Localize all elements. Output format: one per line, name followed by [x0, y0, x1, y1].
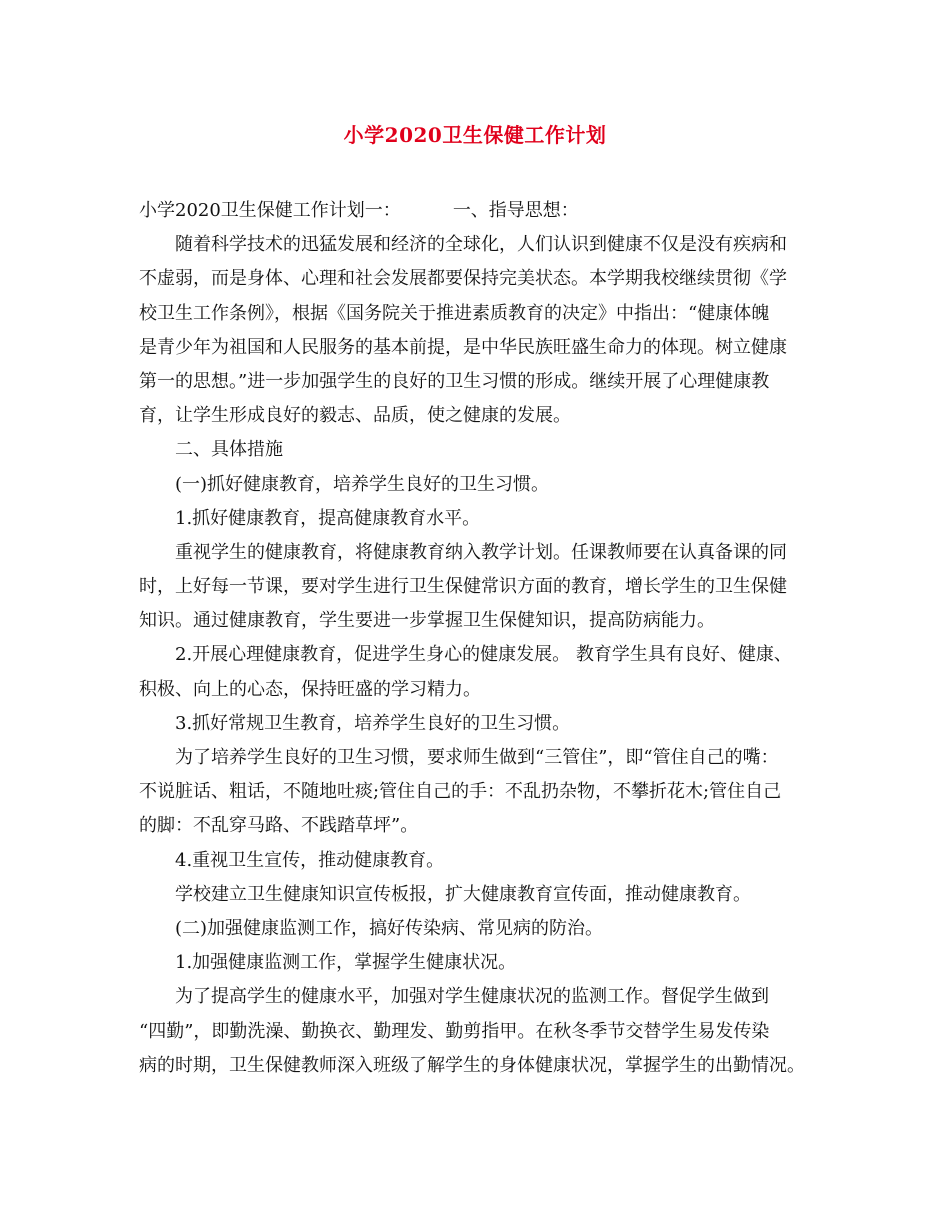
paragraph-line: 时，上好每一节课，要对学生进行卫生保健常识方面的教育，增长学生的卫生保健	[139, 576, 787, 598]
paragraph-line: 第一的思想。”进一步加强学生的良好的卫生习惯的形成。继续开展了心理健康教	[139, 370, 770, 392]
paragraph-line: 的脚：不乱穿马路、不践踏草坪”。	[139, 815, 419, 837]
paragraph-line: 不说脏话、粗话，不随地吐痰;管住自己的手：不乱扔杂物，不攀折花木;管住自己	[139, 781, 782, 803]
subsection-heading: (二)加强健康监测工作，搞好传染病、常见病的防治。	[175, 917, 604, 939]
paragraph-line: 是青少年为祖国和人民服务的基本前提，是中华民族旺盛生命力的体现。树立健康	[139, 336, 787, 358]
paragraph-line: “四勤”，即勤洗澡、勤换衣、勤理发、勤剪指甲。在秋冬季节交替学生易发传染	[139, 1020, 770, 1042]
paragraph-line: 学校建立卫生健康知识宣传板报，扩大健康教育宣传面，推动健康教育。	[175, 883, 751, 905]
paragraph-line: 随着科学技术的迅猛发展和经济的全球化，人们认识到健康不仅是没有疾病和	[175, 234, 787, 256]
paragraph-line: 育，让学生形成良好的毅志、品质，使之健康的发展。	[139, 405, 571, 427]
paragraph-line: 为了培养学生良好的卫生习惯，要求师生做到“三管住”，即“管住自己的嘴：	[175, 747, 779, 768]
paragraph-line	[139, 194, 819, 228]
paragraph-line: 为了提高学生的健康水平，加强对学生健康状况的监测工作。督促学生做到	[175, 986, 769, 1008]
document-body	[139, 194, 819, 1083]
document-title: 小学2020卫生保健工作计划	[343, 123, 607, 147]
section-heading: 二、具体措施	[175, 439, 283, 461]
item-heading: 2.开展心理健康教育，促进学生身心的健康发展。 教育学生具有良好、健康、	[175, 644, 792, 666]
paragraph-line: 不虚弱，而是身体、心理和社会发展都要保持完美状态。本学期我校继续贯彻《学	[139, 268, 787, 290]
subsection-heading: (一)抓好健康教育，培养学生良好的卫生习惯。	[175, 473, 550, 495]
paragraph-line: 病的时期，卫生保健教师深入班级了解学生的身体健康状况，掌握学生的出勤情况。	[139, 1054, 805, 1076]
paragraph-line: 知识。通过健康教育，学生要进一步掌握卫生保健知识，提高防病能力。	[139, 610, 715, 632]
paragraph-line: 积极、向上的心态，保持旺盛的学习精力。	[139, 678, 481, 700]
paragraph-line: 重视学生的健康教育，将健康教育纳入教学计划。任课教师要在认真备课的同	[175, 541, 787, 563]
item-heading: 3.抓好常规卫生教育，培养学生良好的卫生习惯。	[175, 712, 571, 734]
item-heading: 1.加强健康监测工作，掌握学生健康状况。	[175, 952, 517, 974]
item-heading: 1.抓好健康教育，提高健康教育水平。	[175, 507, 481, 529]
paragraph-line: 校卫生工作条例》，根据《国务院关于推进素质教育的决定》中指出：“健康体魄	[139, 302, 770, 324]
line-text-tail: 一、指导思想：	[452, 200, 579, 221]
line-text: 小学2020卫生保健工作计划一：	[139, 200, 401, 221]
item-heading: 4.重视卫生宣传，推动健康教育。	[175, 849, 445, 871]
